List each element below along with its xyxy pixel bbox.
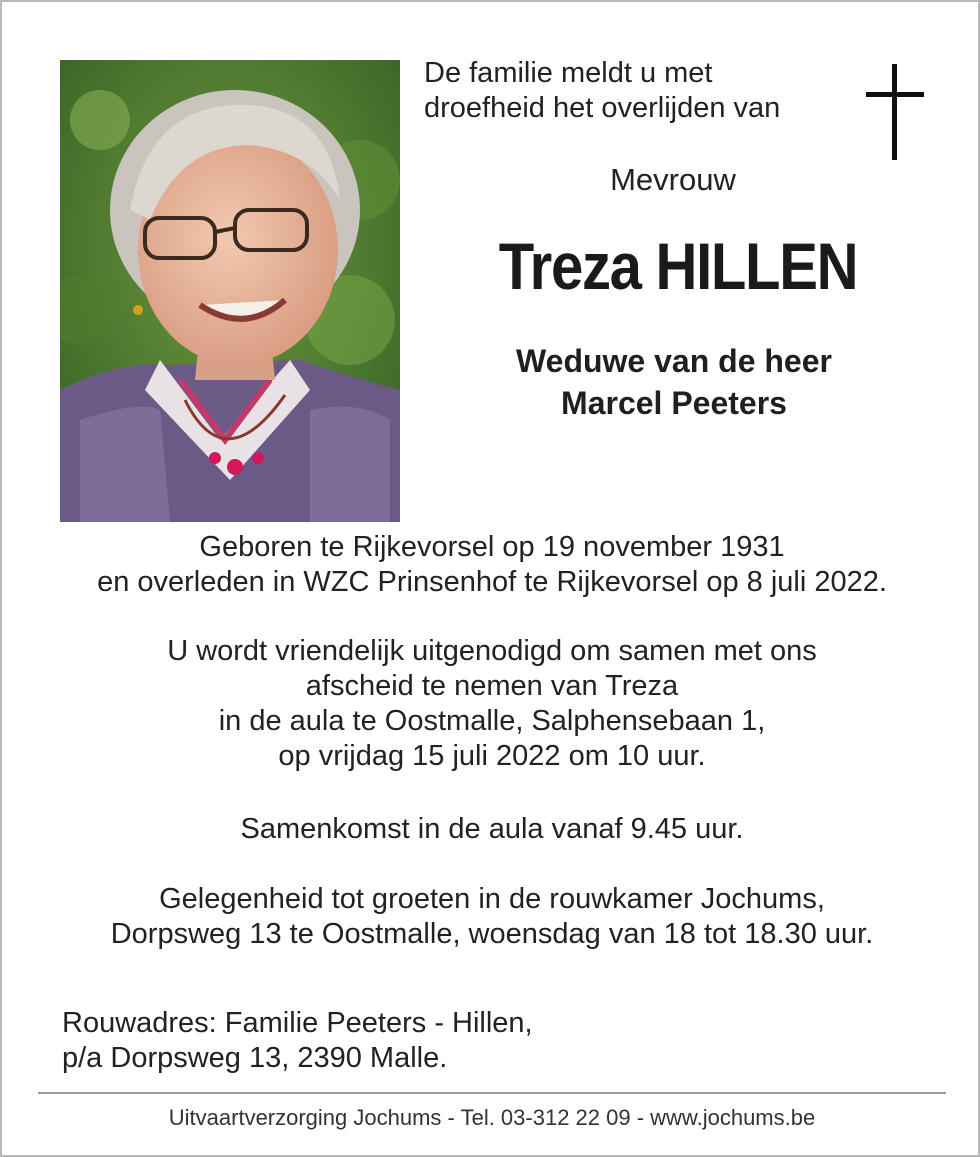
address-line: Rouwadres: Familie Peeters - Hillen, [62, 1007, 533, 1039]
honorific-title: Mevrouw [610, 162, 736, 197]
invite-line: afscheid te nemen van Treza [305, 670, 679, 702]
invite-line: op vrijdag 15 juli 2022 om 10 uur. [278, 740, 706, 772]
born-line: Geboren te Rijkevorsel op 19 november 1931 [199, 531, 785, 563]
farewell-invitation [22, 634, 962, 774]
gathering-time [22, 812, 962, 847]
meet-line: Samenkomst in de aula vanaf 9.45 uur. [240, 813, 744, 845]
address-line: p/a Dorpsweg 13, 2390 Malle. [62, 1042, 448, 1074]
intro-text [424, 56, 780, 126]
funeral-home-footer: Uitvaartverzorging Jochums - Tel. 03-312 22 09 - www.jochums.be [168, 1105, 816, 1130]
footer-divider [38, 1092, 946, 1094]
invite-line: U wordt vriendelijk uitgenodigd om samen met ons [167, 635, 817, 667]
deceased-name: Treza HILLEN [498, 229, 858, 303]
intro-line: droefheid het overlijden van [424, 92, 781, 124]
visitation-info [22, 882, 962, 952]
cross-icon [866, 64, 924, 160]
mourning-address [62, 1006, 533, 1076]
widow-line: Marcel Peeters [561, 385, 787, 421]
invite-line: in de aula te Oostmalle, Salphensebaan 1, [218, 705, 766, 737]
greet-line: Dorpsweg 13 te Oostmalle, woensdag van 18 tot 18.30 uur. [110, 918, 874, 950]
intro-line: De familie meldt u met [424, 57, 713, 89]
greet-line: Gelegenheid tot groeten in de rouwkamer Jochums, [159, 883, 825, 915]
birth-death-info [22, 530, 962, 600]
portrait-photo [60, 60, 400, 522]
widow-line: Weduwe van de heer [516, 343, 832, 379]
born-line: en overleden in WZC Prinsenhof te Rijkevorsel op 8 juli 2022. [97, 566, 887, 598]
widow-of [402, 340, 946, 424]
